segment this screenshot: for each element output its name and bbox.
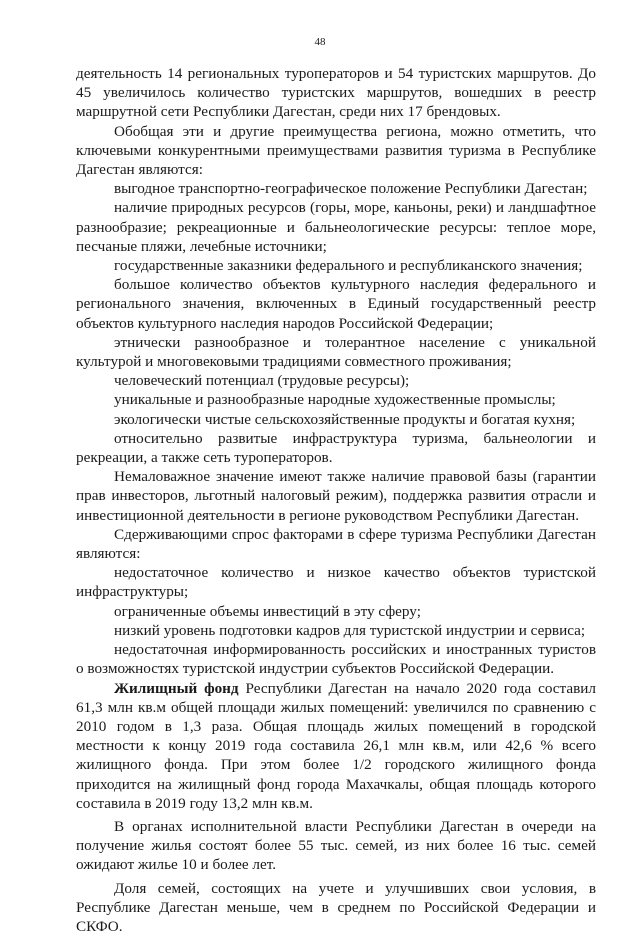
housing-text: Республики Дагестан на начало 2020 года составил 61,3 млн кв.м общей площади жилых помещений: увеличился по сравнению с 2010 годом в 1,3 раза. Общая площадь жилых помещений в городской местности к концу 2019 года составила 26,1 млн кв.м, или 42,6 % всего жилищного фонда. При этом более 1/2 городского жилищного фонда приходится на жилищный фонд города Махачкалы, общая площадь которого составила в 2019 году 13,2 млн кв.м. (76, 679, 596, 812)
list-item: этнически разнообразное и толерантное население с уникальной культурой и многовековыми традициями совместного проживания; (76, 333, 596, 371)
list-item: недостаточная информированность российских и иностранных туристов о возможностях туристской индустрии субъектов Российской Федерации. (76, 641, 596, 678)
paragraph: В органах исполнительной власти Республики Дагестан в очереди на получение жилья состоят более 55 тыс. семей, из них более 16 тыс. семей ожидают жилье 10 и более лет. (76, 817, 596, 874)
list-item: ограниченные объемы инвестиций в эту сферу; (114, 602, 421, 620)
housing-lead: Жилищный фонд (114, 679, 239, 697)
list-item: наличие природных ресурсов (горы, море, каньоны, реки) и ландшафтное разнообразие; рекреационные и бальнеологические ресурсы: теплое море, песчаные пляжи, лечебные источники; (76, 199, 596, 255)
list-item: относительно развитые инфраструктура туризма, бальнеологии и рекреации, а также сеть туроператоров. (76, 429, 596, 467)
paragraph: Обобщая эти и другие преимущества региона, можно отметить, что ключевыми конкурентными преимуществами развития туризма в Республике Дагестан являются: (76, 122, 596, 179)
list-item: низкий уровень подготовки кадров для туристской индустрии и сервиса; (114, 621, 586, 639)
list-item: человеческий потенциал (трудовые ресурсы); (114, 372, 410, 390)
list-item: выгодное транспортно-географическое положение Республики Дагестан; (114, 180, 588, 198)
housing-paragraph (76, 679, 596, 813)
paragraph: деятельность 14 региональных туроператоров и 54 туристских маршрутов. До 45 увеличилось количество туристских маршрутов, вошедших в реестр маршрутной сети Республики Дагестан, среди них 17 брендовых. (76, 65, 596, 121)
paragraph: Доля семей, состоящих на учете и улучшивших свои условия, в Республике Дагестан меньше, чем в среднем по Российской Федерации и СКФО. (76, 879, 596, 935)
body-text (76, 64, 596, 936)
paragraph: Немаловажное значение имеют также наличие правовой базы (гарантии прав инвесторов, льготный налоговый режим), поддержка развития отрасли и инвестиционной деятельности в регионе руководством Республики Дагестан. (76, 468, 596, 524)
list-item: экологически чистые сельскохозяйственные продукты и богатая кухня; (114, 410, 576, 428)
list-item: большое количество объектов культурного наследия федерального и регионального значения, включенных в Единый государственный реестр объектов культурного наследия народов Российской Федерации; (76, 276, 596, 332)
paragraph: Сдерживающими спрос факторами в сфере туризма Республики Дагестан являются: (76, 525, 596, 563)
list-item: уникальные и разнообразные народные художественные промыслы; (114, 391, 556, 409)
list-item: государственные заказники федерального и республиканского значения; (114, 257, 583, 275)
list-item: недостаточное количество и низкое качество объектов туристской инфраструктуры; (76, 564, 596, 601)
page-number: 48 (314, 36, 326, 48)
